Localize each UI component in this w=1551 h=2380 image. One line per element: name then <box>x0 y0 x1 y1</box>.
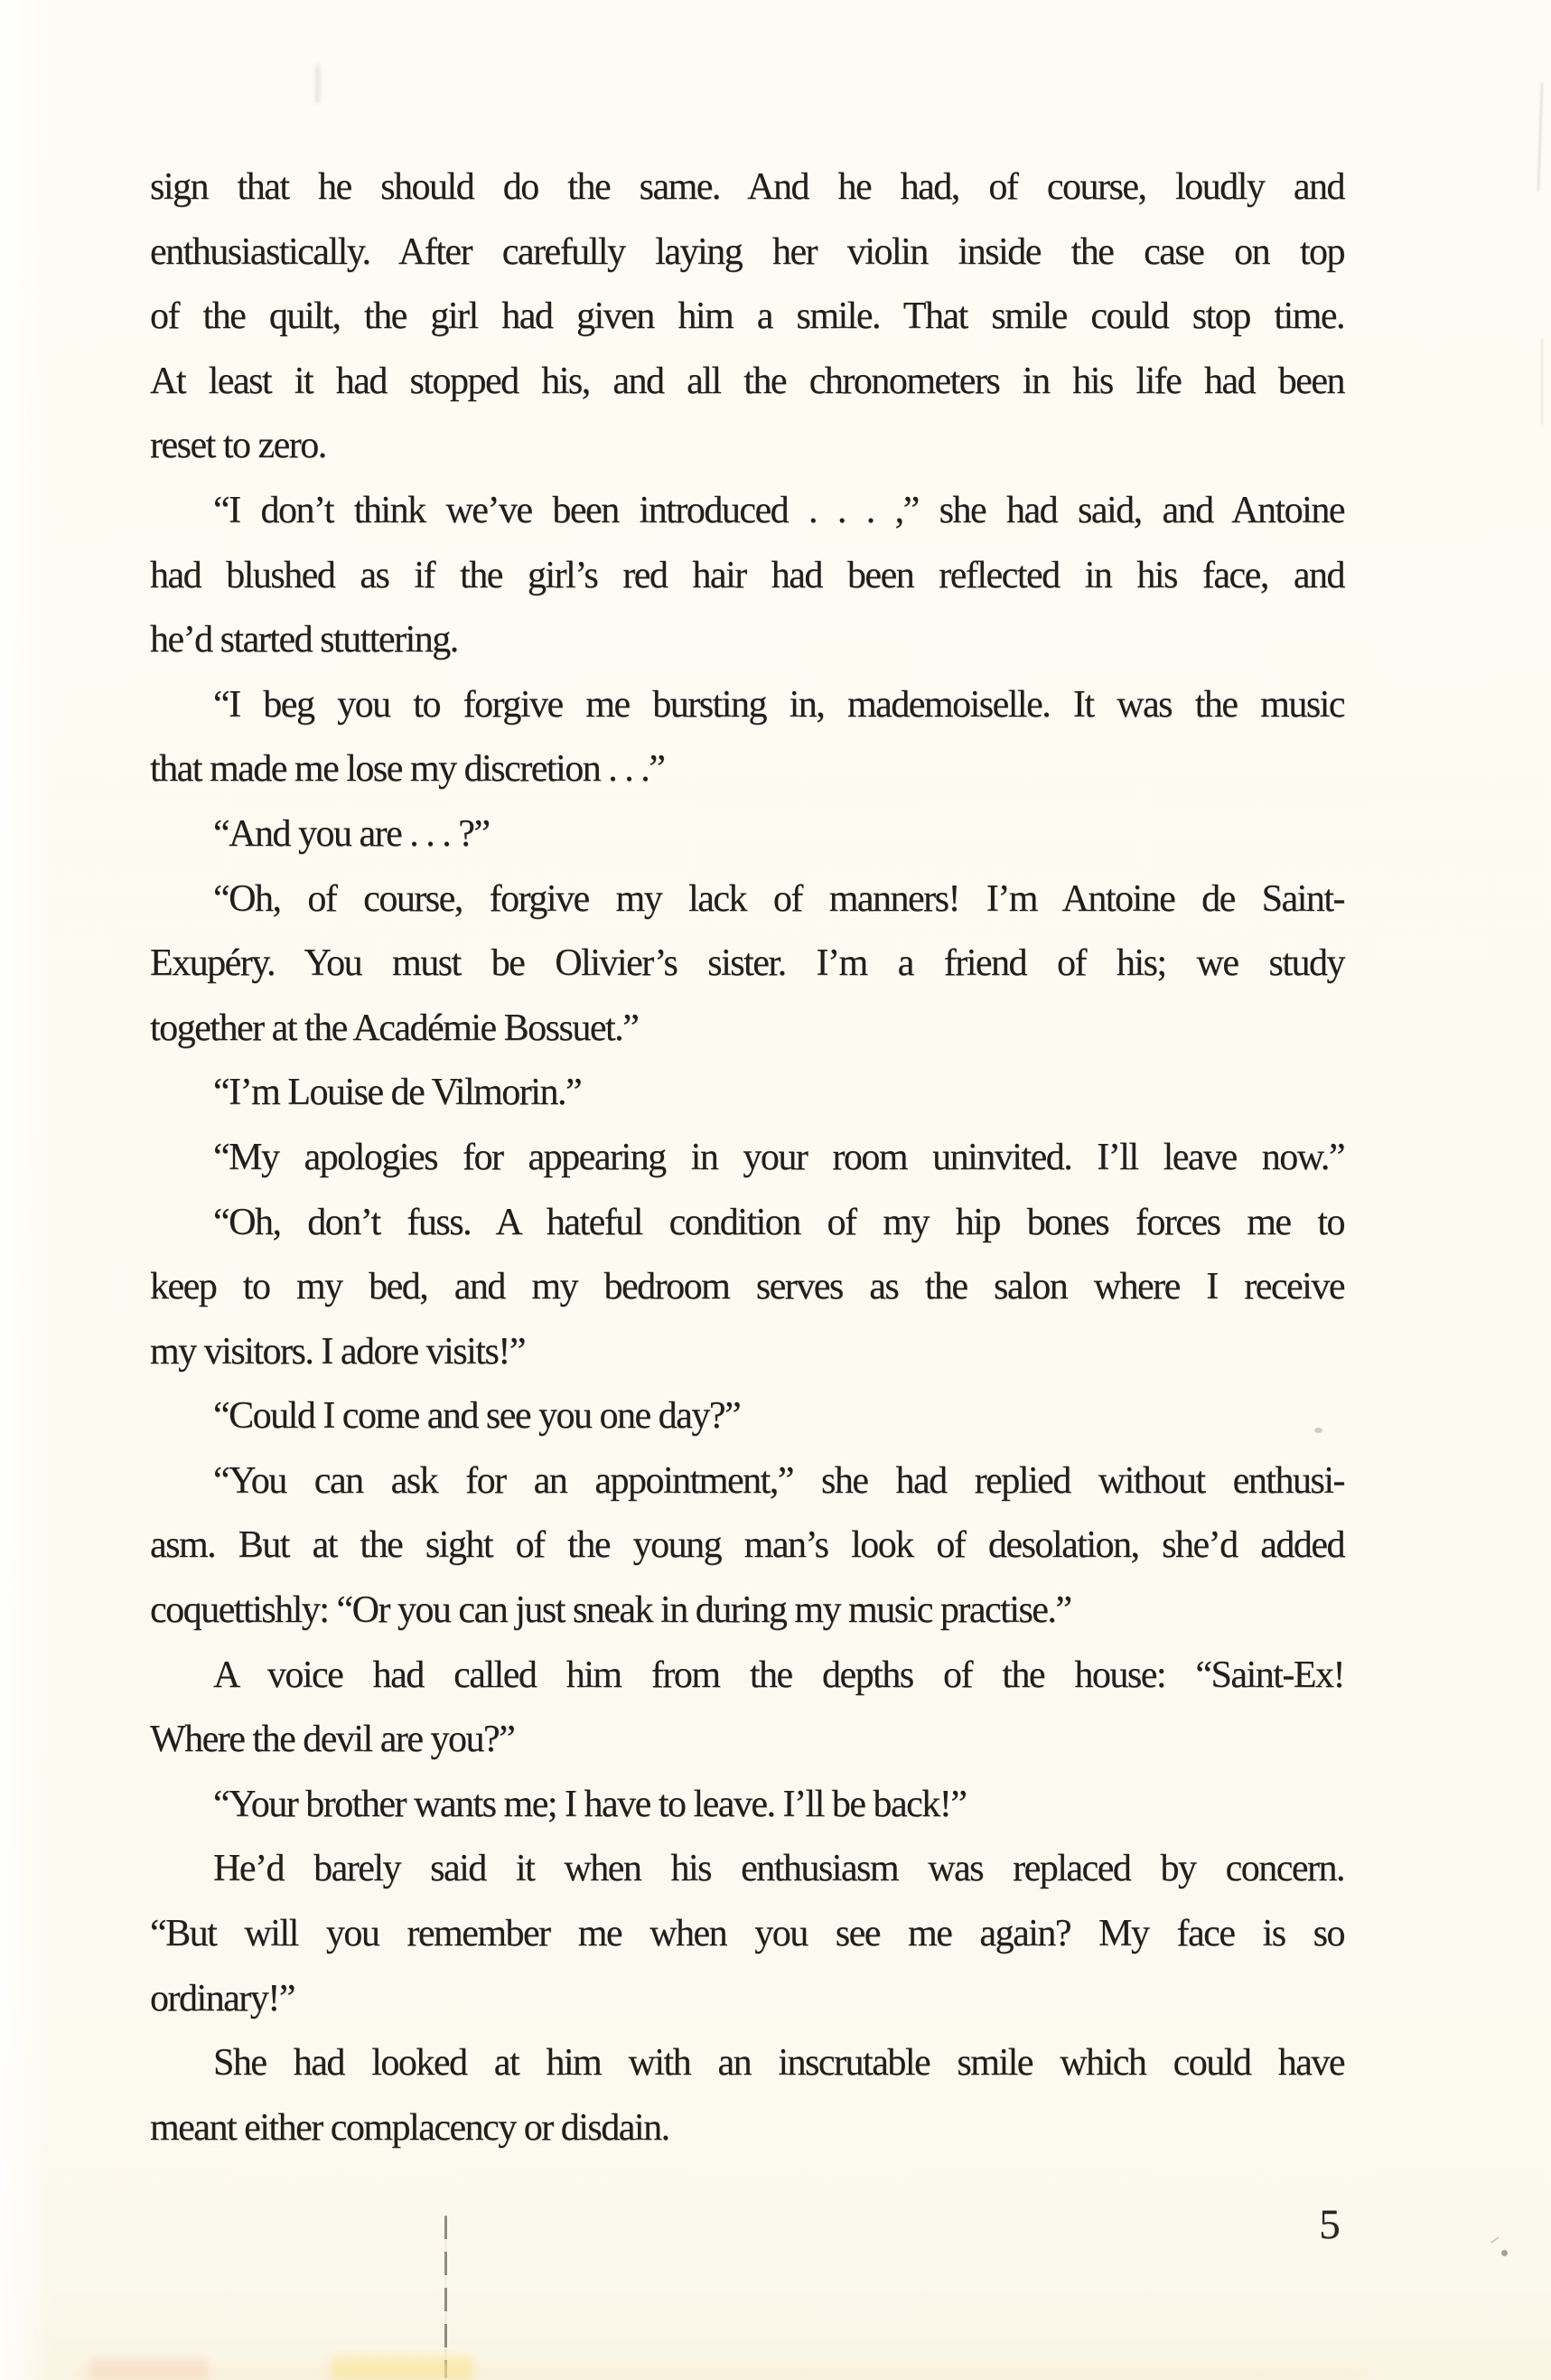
page-text <box>150 155 1344 2160</box>
text-line: “You can ask for an appointment,” she had replied without enthusi- <box>213 1459 1344 1502</box>
scan-speck <box>1501 2250 1508 2256</box>
text-line: meant either complacency or disdain. <box>150 2106 669 2149</box>
text-line: At least it had stopped his, and all the chronometers in his life had been <box>150 360 1344 402</box>
text-line: He’d barely said it when his enthusiasm was replaced by concern. <box>213 1848 1344 1890</box>
text-line: that made me lose my discretion . . .” <box>150 748 665 791</box>
scan-bottom-tint <box>331 2357 473 2380</box>
text-line: Exupéry. You must be Olivier’s sister. I’m a friend of his; we study <box>150 942 1344 985</box>
text-line: “My apologies for appearing in your room uninvited. I’ll leave now.” <box>213 1136 1344 1178</box>
text-line: sign that he should do the same. And he had, of course, loudly and <box>150 166 1344 208</box>
page-edge-highlight <box>0 0 52 2380</box>
text-line: of the quilt, the girl had given him a smile. That smile could stop time. <box>150 295 1344 338</box>
scan-scratch <box>1541 339 1543 425</box>
text-line: “And you are . . . ?” <box>213 812 490 855</box>
scan-smudge <box>315 65 320 103</box>
text-line: together at the Académie Bossuet.” <box>150 1007 639 1049</box>
text-line: coquettishly: “Or you can just sneak in during my music practise.” <box>150 1589 1071 1632</box>
text-line: “Oh, of course, forgive my lack of manners! I’m Antoine de Saint- <box>213 877 1344 920</box>
scan-bottom-tint <box>72 2367 1364 2380</box>
text-line: “Could I come and see you one day?” <box>213 1395 741 1438</box>
text-line: keep to my bed, and my bedroom serves as the salon where I receive <box>150 1266 1344 1308</box>
text-line: my visitors. I adore visits!” <box>150 1330 525 1373</box>
text-line: She had looked at him with an inscrutable smile which could have <box>213 2042 1344 2085</box>
text-line: “But will you remember me when you see me again? My face is so <box>150 1913 1344 1955</box>
text-line: Where the devil are you?” <box>150 1719 515 1761</box>
text-line: ordinary!” <box>150 1977 294 2019</box>
scan-scratch <box>1537 83 1543 192</box>
text-line: had blushed as if the girl’s red hair had been reflected in his face, and <box>150 554 1344 596</box>
text-line: enthusiastically. After carefully laying her violin inside the case on top <box>150 230 1344 273</box>
text-line: A voice had called him from the depths of the house: “Saint-Ex! <box>213 1654 1344 1696</box>
text-line: “I don’t think we’ve been introduced . . . ,” she had said, and Antoine <box>213 489 1344 531</box>
scan-speck <box>1490 2236 1499 2243</box>
text-line: “Oh, don’t fuss. A hateful condition of my hip bones forces me to <box>213 1201 1344 1243</box>
page-number: 5 <box>1319 2201 1341 2248</box>
text-line: asm. But at the sight of the young man’s look of desolation, she’d added <box>150 1524 1344 1567</box>
text-line: “I beg you to forgive me bursting in, mademoiselle. It was the music <box>213 683 1344 726</box>
text-line: “Your brother wants me; I have to leave. I’ll be back!” <box>213 1783 967 1825</box>
text-line: he’d started stuttering. <box>150 619 458 661</box>
text-line: reset to zero. <box>150 425 326 467</box>
scan-bottom-tint <box>90 2358 208 2380</box>
scan-vertical-line <box>444 2216 447 2378</box>
text-line: “I’m Louise de Vilmorin.” <box>213 1072 582 1114</box>
